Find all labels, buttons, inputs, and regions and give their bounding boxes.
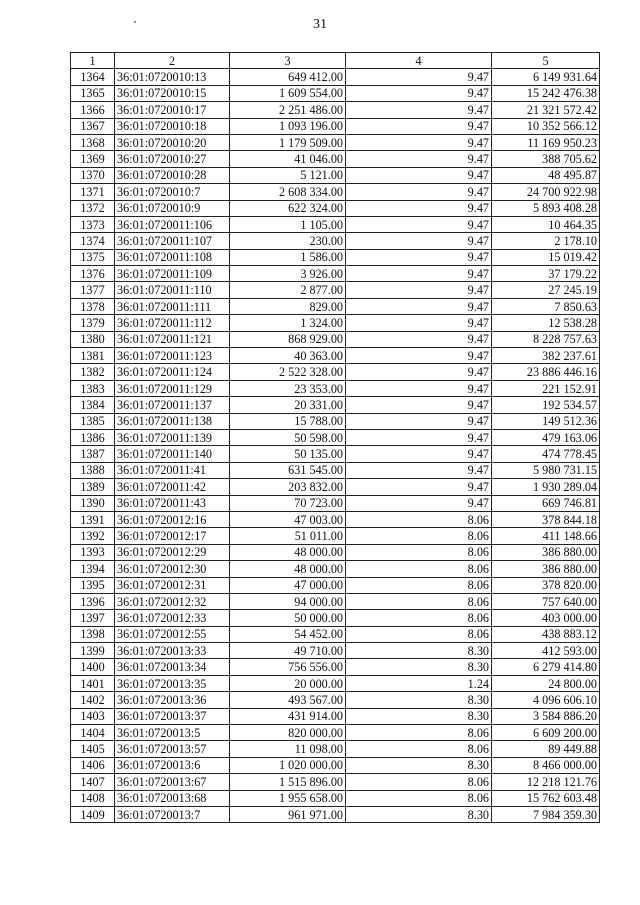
table-cell: 8 466 000.00 bbox=[492, 757, 600, 773]
table-cell: 757 640.00 bbox=[492, 593, 600, 609]
table-cell: 36:01:0720012:16 bbox=[115, 511, 230, 527]
table-cell: 36:01:0720010:18 bbox=[115, 118, 230, 134]
table-cell: 1398 bbox=[71, 626, 115, 642]
table-row bbox=[71, 708, 600, 724]
table-cell: 1396 bbox=[71, 593, 115, 609]
table-cell: 10 464.35 bbox=[492, 216, 600, 232]
table-cell: 36:01:0720010:20 bbox=[115, 134, 230, 150]
table-row bbox=[71, 790, 600, 806]
table-row bbox=[71, 315, 600, 331]
table-cell: 15 762 603.48 bbox=[492, 790, 600, 806]
table-cell: 36:01:0720010:7 bbox=[115, 184, 230, 200]
table-cell: 9.47 bbox=[346, 315, 492, 331]
table-cell: 89 449.88 bbox=[492, 741, 600, 757]
table-cell: 1389 bbox=[71, 479, 115, 495]
table-cell: 631 545.00 bbox=[230, 462, 346, 478]
table-row bbox=[71, 577, 600, 593]
column-header: 1 bbox=[71, 53, 115, 69]
table-cell: 1376 bbox=[71, 266, 115, 282]
table-cell: 8.06 bbox=[346, 593, 492, 609]
table-cell: 756 556.00 bbox=[230, 659, 346, 675]
table-cell: 9.47 bbox=[346, 282, 492, 298]
table-cell: 9.47 bbox=[346, 364, 492, 380]
table-cell: 36:01:0720010:15 bbox=[115, 85, 230, 101]
table-cell: 412 593.00 bbox=[492, 643, 600, 659]
table-cell: 1 179 509.00 bbox=[230, 134, 346, 150]
table-cell: 8.30 bbox=[346, 708, 492, 724]
table-cell: 1386 bbox=[71, 429, 115, 445]
column-header: 4 bbox=[346, 53, 492, 69]
table-cell: 2 522 328.00 bbox=[230, 364, 346, 380]
table-cell: 8.06 bbox=[346, 561, 492, 577]
table-cell: 1390 bbox=[71, 495, 115, 511]
table-cell: 1 093 196.00 bbox=[230, 118, 346, 134]
table-cell: 1391 bbox=[71, 511, 115, 527]
table-row bbox=[71, 675, 600, 691]
table-cell: 1370 bbox=[71, 167, 115, 183]
table-cell: 20 000.00 bbox=[230, 675, 346, 691]
table-row bbox=[71, 380, 600, 396]
table-cell: 8.30 bbox=[346, 643, 492, 659]
table-cell: 1 930 289.04 bbox=[492, 479, 600, 495]
table-cell: 36:01:0720011:110 bbox=[115, 282, 230, 298]
table-cell: 1 020 000.00 bbox=[230, 757, 346, 773]
header-row bbox=[71, 53, 600, 69]
table-cell: 479 163.06 bbox=[492, 429, 600, 445]
table-cell: 9.47 bbox=[346, 85, 492, 101]
table-cell: 8 228 757.63 bbox=[492, 331, 600, 347]
table-cell: 1381 bbox=[71, 348, 115, 364]
table-row bbox=[71, 282, 600, 298]
table-cell: 149 512.36 bbox=[492, 413, 600, 429]
table-cell: 47 000.00 bbox=[230, 577, 346, 593]
table-row bbox=[71, 643, 600, 659]
table-cell: 388 705.62 bbox=[492, 151, 600, 167]
table-cell: 6 149 931.64 bbox=[492, 69, 600, 85]
table-body bbox=[71, 69, 600, 823]
table-cell: 70 723.00 bbox=[230, 495, 346, 511]
table-cell: 1 324.00 bbox=[230, 315, 346, 331]
table-cell: 36:01:0720013:35 bbox=[115, 675, 230, 691]
table-cell: 5 893 408.28 bbox=[492, 200, 600, 216]
table-cell: 50 598.00 bbox=[230, 429, 346, 445]
table-row bbox=[71, 364, 600, 380]
table-cell: 5 980 731.15 bbox=[492, 462, 600, 478]
table-cell: 1392 bbox=[71, 528, 115, 544]
table-row bbox=[71, 544, 600, 560]
table-cell: 192 534.57 bbox=[492, 397, 600, 413]
table-cell: 50 135.00 bbox=[230, 446, 346, 462]
table-cell: 49 710.00 bbox=[230, 643, 346, 659]
table-cell: 47 003.00 bbox=[230, 511, 346, 527]
table-cell: 15 788.00 bbox=[230, 413, 346, 429]
table-cell: 1372 bbox=[71, 200, 115, 216]
table-cell: 36:01:0720012:31 bbox=[115, 577, 230, 593]
table-row bbox=[71, 626, 600, 642]
table-cell: 1368 bbox=[71, 134, 115, 150]
table-cell: 7 850.63 bbox=[492, 298, 600, 314]
table-cell: 9.47 bbox=[346, 167, 492, 183]
table-cell: 36:01:0720010:9 bbox=[115, 200, 230, 216]
table-cell: 1388 bbox=[71, 462, 115, 478]
table-row bbox=[71, 725, 600, 741]
table-row bbox=[71, 167, 600, 183]
table-cell: 36:01:0720013:57 bbox=[115, 741, 230, 757]
table-cell: 1397 bbox=[71, 610, 115, 626]
column-header: 5 bbox=[492, 53, 600, 69]
table-cell: 9.47 bbox=[346, 298, 492, 314]
table-cell: 36:01:0720011:121 bbox=[115, 331, 230, 347]
table-cell: 1405 bbox=[71, 741, 115, 757]
table-cell: 382 237.61 bbox=[492, 348, 600, 364]
table-cell: 12 218 121.76 bbox=[492, 774, 600, 790]
table-row bbox=[71, 200, 600, 216]
table-row bbox=[71, 69, 600, 85]
table-cell: 2 178.10 bbox=[492, 233, 600, 249]
table-cell: 40 363.00 bbox=[230, 348, 346, 364]
table-row bbox=[71, 429, 600, 445]
table-cell: 1380 bbox=[71, 331, 115, 347]
table-cell: 961 971.00 bbox=[230, 806, 346, 822]
table-cell: 1364 bbox=[71, 69, 115, 85]
table-cell: 1387 bbox=[71, 446, 115, 462]
table-cell: 36:01:0720013:37 bbox=[115, 708, 230, 724]
table-row bbox=[71, 216, 600, 232]
table-cell: 1371 bbox=[71, 184, 115, 200]
table-cell: 7 984 359.30 bbox=[492, 806, 600, 822]
table-cell: 9.47 bbox=[346, 102, 492, 118]
table-row bbox=[71, 85, 600, 101]
table-cell: 493 567.00 bbox=[230, 692, 346, 708]
table-cell: 36:01:0720011:124 bbox=[115, 364, 230, 380]
table-cell: 1400 bbox=[71, 659, 115, 675]
table-cell: 36:01:0720012:17 bbox=[115, 528, 230, 544]
table-cell: 1 586.00 bbox=[230, 249, 346, 265]
table-cell: 51 011.00 bbox=[230, 528, 346, 544]
table-cell: 36:01:0720013:34 bbox=[115, 659, 230, 675]
table-cell: 829.00 bbox=[230, 298, 346, 314]
table-cell: 8.30 bbox=[346, 806, 492, 822]
table-cell: 9.47 bbox=[346, 69, 492, 85]
table-cell: 8.06 bbox=[346, 626, 492, 642]
table-cell: 9.47 bbox=[346, 331, 492, 347]
table-cell: 1383 bbox=[71, 380, 115, 396]
table-cell: 9.47 bbox=[346, 266, 492, 282]
table-row bbox=[71, 479, 600, 495]
table-cell: 474 778.45 bbox=[492, 446, 600, 462]
table-cell: 1369 bbox=[71, 151, 115, 167]
table-row bbox=[71, 348, 600, 364]
table-row bbox=[71, 397, 600, 413]
table-cell: 36:01:0720011:107 bbox=[115, 233, 230, 249]
table-cell: 36:01:0720011:108 bbox=[115, 249, 230, 265]
table-cell: 403 000.00 bbox=[492, 610, 600, 626]
table-cell: 36:01:0720012:29 bbox=[115, 544, 230, 560]
table-row bbox=[71, 118, 600, 134]
table-cell: 6 609 200.00 bbox=[492, 725, 600, 741]
table-cell: 438 883.12 bbox=[492, 626, 600, 642]
table-row bbox=[71, 757, 600, 773]
table-cell: 36:01:0720012:33 bbox=[115, 610, 230, 626]
table-cell: 36:01:0720011:129 bbox=[115, 380, 230, 396]
table-cell: 11 169 950.23 bbox=[492, 134, 600, 150]
table-cell: 54 452.00 bbox=[230, 626, 346, 642]
table-cell: 431 914.00 bbox=[230, 708, 346, 724]
table-cell: 23 886 446.16 bbox=[492, 364, 600, 380]
table-cell: 36:01:0720011:139 bbox=[115, 429, 230, 445]
table-row bbox=[71, 610, 600, 626]
table-cell: 2 251 486.00 bbox=[230, 102, 346, 118]
table-cell: 8.30 bbox=[346, 692, 492, 708]
table-cell: 386 880.00 bbox=[492, 561, 600, 577]
table-cell: 8.06 bbox=[346, 544, 492, 560]
table-row bbox=[71, 233, 600, 249]
table-cell: 8.30 bbox=[346, 659, 492, 675]
table-row bbox=[71, 249, 600, 265]
table-cell: 8.06 bbox=[346, 774, 492, 790]
table-cell: 868 929.00 bbox=[230, 331, 346, 347]
table-cell: 12 538.28 bbox=[492, 315, 600, 331]
table-cell: 36:01:0720013:7 bbox=[115, 806, 230, 822]
table-cell: 9.47 bbox=[346, 134, 492, 150]
table-cell: 1408 bbox=[71, 790, 115, 806]
table-cell: 386 880.00 bbox=[492, 544, 600, 560]
table-cell: 2 877.00 bbox=[230, 282, 346, 298]
table-cell: 9.47 bbox=[346, 446, 492, 462]
table-cell: 2 608 334.00 bbox=[230, 184, 346, 200]
table-cell: 1393 bbox=[71, 544, 115, 560]
table-cell: 1406 bbox=[71, 757, 115, 773]
table-cell: 1395 bbox=[71, 577, 115, 593]
table-cell: 9.47 bbox=[346, 151, 492, 167]
table-cell: 1403 bbox=[71, 708, 115, 724]
table-cell: 36:01:0720011:123 bbox=[115, 348, 230, 364]
table-cell: 1404 bbox=[71, 725, 115, 741]
table-cell: 36:01:0720011:43 bbox=[115, 495, 230, 511]
table-cell: 649 412.00 bbox=[230, 69, 346, 85]
table-cell: 1374 bbox=[71, 233, 115, 249]
table-cell: 8.06 bbox=[346, 528, 492, 544]
table-cell: 36:01:0720012:32 bbox=[115, 593, 230, 609]
column-header: 2 bbox=[115, 53, 230, 69]
table-cell: 1375 bbox=[71, 249, 115, 265]
table-row bbox=[71, 528, 600, 544]
table-cell: 669 746.81 bbox=[492, 495, 600, 511]
table-cell: 48 000.00 bbox=[230, 544, 346, 560]
table-cell: 24 700 922.98 bbox=[492, 184, 600, 200]
table-cell: 36:01:0720013:36 bbox=[115, 692, 230, 708]
table-cell: 36:01:0720013:67 bbox=[115, 774, 230, 790]
table-cell: 10 352 566.12 bbox=[492, 118, 600, 134]
table-row bbox=[71, 266, 600, 282]
table-cell: 1 955 658.00 bbox=[230, 790, 346, 806]
table-cell: 1407 bbox=[71, 774, 115, 790]
table-cell: 23 353.00 bbox=[230, 380, 346, 396]
table-row bbox=[71, 462, 600, 478]
table-cell: 1401 bbox=[71, 675, 115, 691]
table-row bbox=[71, 495, 600, 511]
table-cell: 8.06 bbox=[346, 741, 492, 757]
table-cell: 15 242 476.38 bbox=[492, 85, 600, 101]
table-cell: 378 820.00 bbox=[492, 577, 600, 593]
table-cell: 221 152.91 bbox=[492, 380, 600, 396]
table-cell: 1366 bbox=[71, 102, 115, 118]
table-cell: 36:01:0720010:28 bbox=[115, 167, 230, 183]
table-cell: 36:01:0720011:106 bbox=[115, 216, 230, 232]
table-row bbox=[71, 331, 600, 347]
table-cell: 1 609 554.00 bbox=[230, 85, 346, 101]
table-row bbox=[71, 446, 600, 462]
table-cell: 36:01:0720012:55 bbox=[115, 626, 230, 642]
table-cell: 1 105.00 bbox=[230, 216, 346, 232]
table-cell: 1367 bbox=[71, 118, 115, 134]
table-cell: 5 121.00 bbox=[230, 167, 346, 183]
table-cell: 41 046.00 bbox=[230, 151, 346, 167]
table-cell: 27 245.19 bbox=[492, 282, 600, 298]
table-cell: 8.30 bbox=[346, 757, 492, 773]
table-cell: 9.47 bbox=[346, 249, 492, 265]
table-row bbox=[71, 298, 600, 314]
table-cell: 1382 bbox=[71, 364, 115, 380]
table-cell: 9.47 bbox=[346, 233, 492, 249]
table-cell: 9.47 bbox=[346, 184, 492, 200]
table-row bbox=[71, 413, 600, 429]
table-cell: 24 800.00 bbox=[492, 675, 600, 691]
table-cell: 48 000.00 bbox=[230, 561, 346, 577]
table-cell: 8.06 bbox=[346, 511, 492, 527]
table-cell: 36:01:0720011:111 bbox=[115, 298, 230, 314]
table-cell: 36:01:0720010:17 bbox=[115, 102, 230, 118]
table-row bbox=[71, 151, 600, 167]
table-cell: 1378 bbox=[71, 298, 115, 314]
table-cell: 1379 bbox=[71, 315, 115, 331]
page-number: 31 bbox=[313, 17, 327, 32]
table-cell: 20 331.00 bbox=[230, 397, 346, 413]
table-cell: 3 584 886.20 bbox=[492, 708, 600, 724]
cadastral-value-table bbox=[70, 52, 600, 823]
table-cell: 36:01:0720010:13 bbox=[115, 69, 230, 85]
table-cell: 37 179.22 bbox=[492, 266, 600, 282]
table-cell: 36:01:0720013:5 bbox=[115, 725, 230, 741]
table-row bbox=[71, 184, 600, 200]
table-cell: 1385 bbox=[71, 413, 115, 429]
table-cell: 9.47 bbox=[346, 118, 492, 134]
table-cell: 230.00 bbox=[230, 233, 346, 249]
table-cell: 1402 bbox=[71, 692, 115, 708]
table-cell: 36:01:0720013:6 bbox=[115, 757, 230, 773]
table-cell: 36:01:0720011:42 bbox=[115, 479, 230, 495]
table-cell: 622 324.00 bbox=[230, 200, 346, 216]
table-cell: 9.47 bbox=[346, 216, 492, 232]
table-row bbox=[71, 741, 600, 757]
table-cell: 1384 bbox=[71, 397, 115, 413]
scan-speck bbox=[134, 21, 136, 23]
table-cell: 8.06 bbox=[346, 790, 492, 806]
table-row bbox=[71, 692, 600, 708]
table-cell: 411 148.66 bbox=[492, 528, 600, 544]
table-cell: 36:01:0720013:33 bbox=[115, 643, 230, 659]
table-cell: 36:01:0720011:137 bbox=[115, 397, 230, 413]
table-cell: 9.47 bbox=[346, 380, 492, 396]
table-cell: 1409 bbox=[71, 806, 115, 822]
table-row bbox=[71, 806, 600, 822]
table-cell: 1365 bbox=[71, 85, 115, 101]
table-row bbox=[71, 511, 600, 527]
table-cell: 6 279 414.80 bbox=[492, 659, 600, 675]
table-cell: 3 926.00 bbox=[230, 266, 346, 282]
table-cell: 9.47 bbox=[346, 479, 492, 495]
table-cell: 378 844.18 bbox=[492, 511, 600, 527]
table-cell: 11 098.00 bbox=[230, 741, 346, 757]
table-cell: 1 515 896.00 bbox=[230, 774, 346, 790]
table-cell: 9.47 bbox=[346, 200, 492, 216]
table-cell: 36:01:0720011:109 bbox=[115, 266, 230, 282]
table-cell: 9.47 bbox=[346, 397, 492, 413]
table-cell: 36:01:0720013:68 bbox=[115, 790, 230, 806]
table-cell: 50 000.00 bbox=[230, 610, 346, 626]
table-cell: 15 019.42 bbox=[492, 249, 600, 265]
table-cell: 203 832.00 bbox=[230, 479, 346, 495]
table-cell: 36:01:0720010:27 bbox=[115, 151, 230, 167]
table-cell: 48 495.87 bbox=[492, 167, 600, 183]
table-cell: 1394 bbox=[71, 561, 115, 577]
table-cell: 8.06 bbox=[346, 610, 492, 626]
table-row bbox=[71, 659, 600, 675]
table-cell: 1377 bbox=[71, 282, 115, 298]
table-cell: 4 096 606.10 bbox=[492, 692, 600, 708]
table-cell: 1399 bbox=[71, 643, 115, 659]
table-row bbox=[71, 102, 600, 118]
table-cell: 9.47 bbox=[346, 348, 492, 364]
table-cell: 9.47 bbox=[346, 495, 492, 511]
table-cell: 9.47 bbox=[346, 429, 492, 445]
table-cell: 21 321 572.42 bbox=[492, 102, 600, 118]
table-cell: 8.06 bbox=[346, 577, 492, 593]
table-cell: 820 000.00 bbox=[230, 725, 346, 741]
table-row bbox=[71, 134, 600, 150]
table-cell: 8.06 bbox=[346, 725, 492, 741]
table-cell: 1.24 bbox=[346, 675, 492, 691]
table-cell: 36:01:0720011:112 bbox=[115, 315, 230, 331]
table-cell: 9.47 bbox=[346, 413, 492, 429]
table-cell: 36:01:0720012:30 bbox=[115, 561, 230, 577]
table-row bbox=[71, 561, 600, 577]
table-cell: 94 000.00 bbox=[230, 593, 346, 609]
table-cell: 36:01:0720011:138 bbox=[115, 413, 230, 429]
column-header: 3 bbox=[230, 53, 346, 69]
table-row bbox=[71, 593, 600, 609]
table-cell: 36:01:0720011:41 bbox=[115, 462, 230, 478]
table-row bbox=[71, 774, 600, 790]
table-cell: 1373 bbox=[71, 216, 115, 232]
table-cell: 9.47 bbox=[346, 462, 492, 478]
table-cell: 36:01:0720011:140 bbox=[115, 446, 230, 462]
